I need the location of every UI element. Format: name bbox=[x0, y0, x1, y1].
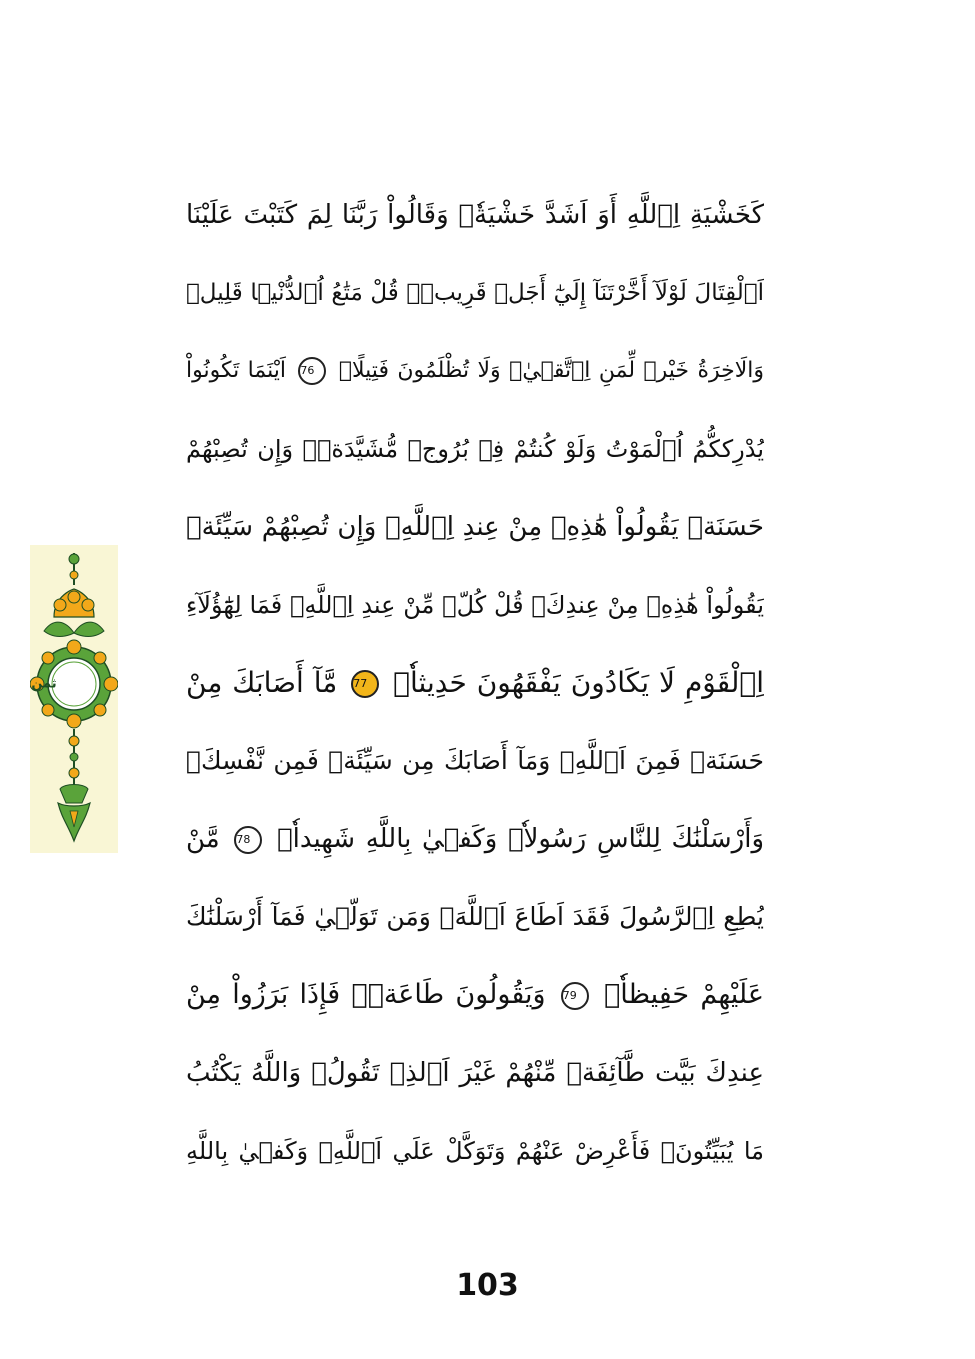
verse-text: مَّنْ bbox=[186, 824, 220, 854]
verse-line bbox=[186, 724, 764, 798]
verse-text: كَخَشْيَةِ اِ۬للَّهِ أَوَ اَشَدَّ خَشْيَةٗۖ وَقَالُواْ رَبَّنَا لِمَ كَتَبْتَ عَلَيْنَا bbox=[186, 200, 764, 230]
verse-line bbox=[186, 958, 764, 1032]
verse-text: اَ۬لْقِتَالَ لَوْلَآ أَخَّرْتَنَآ إِلَيٰٓ أَجَلٖ قَرِيبٖۖ قُلْ مَتَٰعُ اُ۬لدُّنْي۪ا قَلِيلٞ bbox=[186, 280, 764, 306]
verse-text: يَقُولُواْ هَٰذِهِۦ مِنْ عِندِكَۖ قُلْ كُلّٞ مِّنْ عِندِ اِ۬للَّهِۖ فَمَا لِهَٰٓؤُلَآءِ bbox=[186, 591, 764, 619]
verse-line bbox=[186, 178, 764, 252]
verse-text: يُدْرِككُّمُ اُ۬لْمَوْتُ وَلَوْ كُنتُمْ فِے بُرُوجٖ مُّشَيَّدَةٖۖ وَإِن تُصِبْهُمْ bbox=[186, 435, 764, 463]
verse-text: وَأَرْسَلْنَٰكَ لِلنَّاسِ رَسُولاٗۖ وَكَف۪يٰ بِاللَّهِ شَهِيداٗۖ bbox=[277, 824, 764, 854]
verse-text: وَيَقُولُونَ طَاعَةٞۖ فَإِذَا بَرَزُواْ مِنْ bbox=[186, 979, 546, 1010]
ayah-number-marker: 77 bbox=[351, 670, 379, 698]
verse-text: حَسَنَةٖ فَمِنَ اَ۬للَّهِۖ وَمَآ أَصَابَكَ مِن سَيِّئَةٖ فَمِن نَّفْسِكَۖ bbox=[186, 746, 764, 775]
verse-line bbox=[186, 1114, 764, 1188]
ayah-number-marker: 78 bbox=[234, 826, 262, 854]
verse-line bbox=[186, 646, 764, 720]
verse-line bbox=[186, 802, 764, 876]
quran-text-block bbox=[186, 178, 764, 1168]
hizb-ornament-icon bbox=[30, 545, 118, 853]
verse-line bbox=[186, 490, 764, 564]
verse-text: عَلَيْهِمْ حَفِيظاٗۖ bbox=[604, 979, 764, 1010]
hizb-ornament-panel bbox=[30, 545, 118, 853]
verse-line bbox=[186, 880, 764, 954]
verse-text: اَيْنَمَا تَكُونُواْ bbox=[186, 358, 286, 383]
verse-line bbox=[186, 334, 764, 408]
verse-line bbox=[186, 568, 764, 642]
verse-text: وَالَاخِرَةُ خَيْرٞ لِّمَنِ اِ۪تَّق۪يٰۖ وَلَا تُظْلَمُونَ فَتِيلًاۖ bbox=[338, 358, 764, 383]
verse-line bbox=[186, 256, 764, 330]
ayah-number-marker: 79 bbox=[561, 982, 589, 1010]
verse-text: مَّآ أَصَابَكَ مِنْ bbox=[186, 666, 338, 699]
verse-line bbox=[186, 412, 764, 486]
verse-line bbox=[186, 1036, 764, 1110]
verse-text: مَا يُبَيِّتُونَۖ فَأَعْرِضْ عَنْهُمْ وَتَوَكَّلْ عَلَي اَ۬للَّهِۖ وَكَف۪يٰ بِاللَّهِ bbox=[186, 1137, 764, 1165]
verse-text: اِ۬لْقَوْمِ لَا يَكَادُونَ يَفْقَهُونَ حَدِيثاٗۖ bbox=[393, 666, 764, 699]
verse-text: حَسَنَةٞ يَقُولُواْ هَٰذِهِۦ مِنْ عِندِ اِ۬للَّهِۖ وَإِن تُصِبْهُمْ سَيِّئَةٞ bbox=[186, 512, 764, 542]
verse-text: عِندِكَ بَيَّت طَّآئِفَةٞ مِّنْهُمْ غَيْرَ اَ۬لذِے تَقُولُۖ وَاللَّهُ يَكْتُبُ bbox=[186, 1058, 764, 1088]
ayah-number-marker: 76 bbox=[298, 357, 326, 385]
page-number: 103 bbox=[456, 1268, 519, 1303]
verse-text: يُطِعِ اِ۬لرَّسُولَ فَقَدَ اَطَاعَ اَ۬للَّهَۖ وَمَن تَوَلّ۪يٰ فَمَآ أَرْسَلْنَٰكَ bbox=[186, 902, 764, 931]
hizb-label: ثمن bbox=[31, 676, 57, 692]
